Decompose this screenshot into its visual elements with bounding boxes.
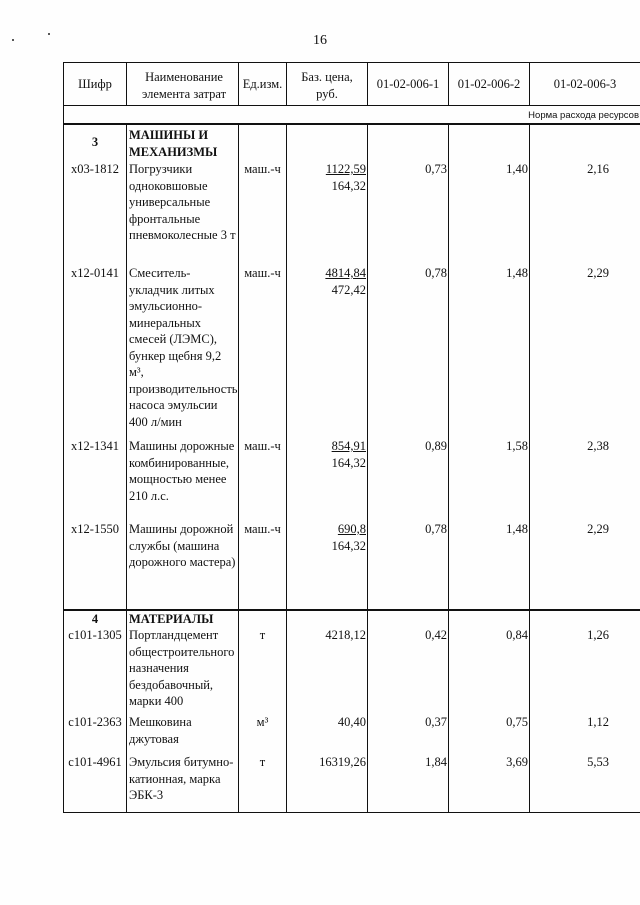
row-unit: маш.-ч — [244, 162, 281, 176]
table-border-top — [63, 62, 640, 63]
row-value-2: 0,84 — [506, 628, 528, 642]
row-value-1: 0,37 — [425, 715, 447, 729]
header-code: Шифр — [78, 77, 112, 91]
row-price: 690,8 — [337, 522, 366, 536]
row-value-2: 1,48 — [506, 266, 528, 280]
row-code: х03-1812 — [71, 162, 119, 176]
row-value-2: 1,48 — [506, 522, 528, 536]
row-value-1: 0,78 — [425, 266, 447, 280]
row-name: Машины дорожные комбинированные, мощностью менее 210 л.с. — [129, 439, 235, 503]
row-value-2: 3,69 — [506, 755, 528, 769]
row-value-3: 2,38 — [587, 439, 609, 453]
row-name: Погрузчики одноковшовые универсальные фронтальные пневмоколесные 3 т — [129, 162, 236, 242]
row-code: с101-1305 — [68, 628, 122, 642]
col-sep-unit — [286, 62, 287, 106]
col-sep-price — [367, 124, 368, 813]
table-border-bottom — [63, 812, 640, 813]
row-value-2: 0,75 — [506, 715, 528, 729]
col-sep-v1 — [448, 124, 449, 813]
row-value-3: 1,26 — [587, 628, 609, 642]
row-unit: т — [259, 628, 266, 642]
row-price-secondary: 164,32 — [331, 539, 366, 553]
row-value-2: 1,58 — [506, 439, 528, 453]
row-value-1: 1,84 — [425, 755, 447, 769]
row-unit: маш.-ч — [244, 522, 281, 536]
header-col3: 01-02-006-3 — [553, 77, 617, 91]
col-sep-code — [126, 62, 127, 106]
page-number: 16 — [313, 33, 327, 48]
row-value-1: 0,89 — [425, 439, 447, 453]
row-price-secondary: 472,42 — [331, 283, 366, 297]
section-title: МАТЕРИАЛЫ — [129, 612, 214, 626]
norm-label: Норма расхода ресурсов — [528, 110, 639, 121]
header-name: Наименование элемента затрат — [141, 70, 227, 101]
col-sep-code — [126, 124, 127, 813]
row-code: х12-1550 — [71, 522, 119, 536]
row-price: 4218,12 — [325, 628, 366, 642]
section-number: 4 — [91, 612, 99, 626]
row-value-1: 0,73 — [425, 162, 447, 176]
row-code: х12-1341 — [71, 439, 119, 453]
row-unit: маш.-ч — [244, 266, 281, 280]
row-name: Мешковина джутовая — [129, 715, 192, 746]
row-price: 4814,84 — [325, 266, 366, 280]
header-col2: 01-02-006-2 — [457, 77, 521, 91]
col-sep-v2 — [529, 124, 530, 813]
header-col1: 01-02-006-1 — [376, 77, 440, 91]
row-name: Смеситель-укладчик литых эмульсионно-минеральных смесей (ЛЭМС), бункер щебня 9,2 м³, производительность насоса эмульсии 400 л/мин — [129, 266, 238, 429]
row-price-secondary: 164,32 — [331, 179, 366, 193]
row-unit: м³ — [256, 715, 269, 729]
row-unit: т — [259, 755, 266, 769]
row-price: 16319,26 — [319, 755, 366, 769]
row-name: Портландцемент общестроительного назначения бездобавочный, марки 400 — [129, 628, 235, 708]
header-price: Баз. цена, руб. — [301, 70, 353, 101]
row-value-1: 0,78 — [425, 522, 447, 536]
row-price: 1122,59 — [325, 162, 366, 176]
header-unit: Ед.изм. — [242, 77, 283, 91]
col-sep-name — [238, 124, 239, 813]
row-value-3: 2,16 — [587, 162, 609, 176]
row-value-3: 2,29 — [587, 266, 609, 280]
row-code: с101-4961 — [68, 755, 122, 769]
row-value-3: 5,53 — [587, 755, 609, 769]
row-name: Машины дорожной службы (машина дорожного мастера) — [129, 522, 236, 569]
row-unit: маш.-ч — [244, 439, 281, 453]
row-name: Эмульсия битумно-катионная, марка ЭБК-3 — [129, 755, 234, 802]
row-value-2: 1,40 — [506, 162, 528, 176]
section-title: МАШИНЫ И МЕХАНИЗМЫ — [129, 128, 218, 159]
row-code: с101-2363 — [68, 715, 122, 729]
row-value-3: 2,29 — [587, 522, 609, 536]
header-bottom-line — [63, 105, 640, 106]
row-value-1: 0,42 — [425, 628, 447, 642]
row-code: х12-0141 — [71, 266, 119, 280]
row-value-3: 1,12 — [587, 715, 609, 729]
row-price: 854,91 — [331, 439, 366, 453]
row-price-secondary: 164,32 — [331, 456, 366, 470]
section-number: 3 — [91, 135, 99, 149]
row-price: 40,40 — [337, 715, 366, 729]
